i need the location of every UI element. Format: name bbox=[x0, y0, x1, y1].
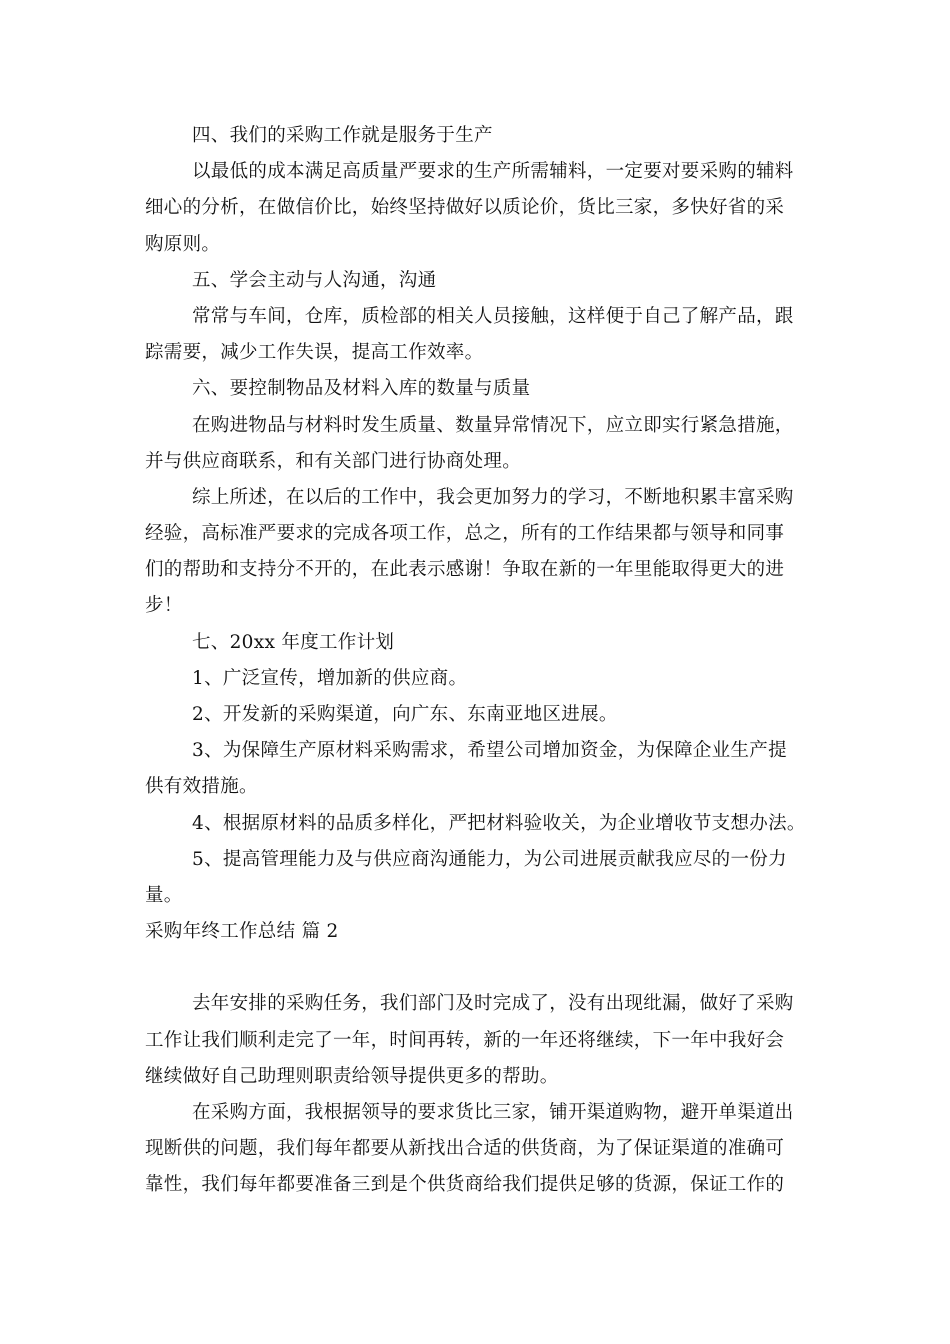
paragraph-line: 量。 bbox=[145, 884, 183, 906]
section-heading-5: 五、学会主动与人沟通，沟通 bbox=[192, 269, 437, 291]
document-body bbox=[145, 118, 810, 1203]
paragraph-line: 踪需要，减少工作失误，提高工作效率。 bbox=[145, 342, 484, 364]
paragraph-line: 细心的分析，在做信价比，始终坚持做好以质论价，货比三家，多快好省的采 bbox=[145, 197, 785, 219]
plan-item-2: 2、开发新的采购渠道，向广东、东南亚地区进展。 bbox=[192, 704, 618, 725]
paragraph-line: 供有效措施。 bbox=[145, 776, 258, 798]
paragraph-line: 购原则。 bbox=[145, 233, 221, 255]
paragraph-line: 工作让我们顺利走完了一年，时间再转，新的一年还将继续，下一年中我好会 bbox=[145, 1029, 785, 1051]
paragraph-line: 常常与车间，仓库，质检部的相关人员接触，这样便于自己了解产品，跟 bbox=[192, 305, 794, 327]
blank-line bbox=[145, 950, 810, 986]
paragraph-line: 在采购方面，我根据领导的要求货比三家，铺开渠道购物，避开单渠道出 bbox=[192, 1101, 794, 1123]
paragraph-line: 综上所述，在以后的工作中，我会更加努力的学习，不断地积累丰富采购 bbox=[192, 486, 794, 508]
paragraph-line: 现断供的问题，我们每年都要从新找出合适的供货商，为了保证渠道的准确可 bbox=[145, 1138, 785, 1160]
section-heading-4: 四、我们的采购工作就是服务于生产 bbox=[192, 125, 493, 146]
article-title: 采购年终工作总结 篇 2 bbox=[145, 921, 339, 943]
paragraph-line: 们的帮助和支持分不开的，在此表示感谢！争取在新的一年里能取得更大的进 bbox=[145, 559, 785, 581]
paragraph-line: 去年安排的采购任务，我们部门及时完成了，没有出现纰漏，做好了采购 bbox=[192, 993, 794, 1015]
paragraph-line: 以最低的成本满足高质量严要求的生产所需辅料，一定要对要采购的辅料 bbox=[192, 161, 794, 183]
section-heading-7: 七、20xx 年度工作计划 bbox=[192, 631, 395, 653]
plan-item-1: 1、广泛宣传，增加新的供应商。 bbox=[192, 667, 468, 689]
paragraph-line: 靠性，我们每年都要准备三到是个供货商给我们提供足够的货源，保证工作的 bbox=[145, 1174, 785, 1196]
plan-item-4: 4、根据原材料的品质多样化，严把材料验收关，为企业增收节支想办法。 bbox=[192, 812, 806, 834]
paragraph-line: 经验，高标准严要求的完成各项工作，总之，所有的工作结果都与领导和同事 bbox=[145, 523, 785, 545]
section-heading-6: 六、要控制物品及材料入库的数量与质量 bbox=[192, 378, 531, 400]
paragraph-line: 并与供应商联系，和有关部门进行协商处理。 bbox=[145, 450, 522, 472]
plan-item-5: 5、提高管理能力及与供应商沟通能力，为公司进展贡献我应尽的一份力 bbox=[192, 848, 787, 870]
plan-item-3: 3、为保障生产原材料采购需求，希望公司增加资金，为保障企业生产提 bbox=[192, 740, 787, 762]
paragraph-line: 继续做好自己助理则职责给领导提供更多的帮助。 bbox=[145, 1065, 559, 1087]
paragraph-line: 在购进物品与材料时发生质量、数量异常情况下，应立即实行紧急措施， bbox=[192, 414, 794, 436]
paragraph-line: 步！ bbox=[145, 595, 183, 617]
